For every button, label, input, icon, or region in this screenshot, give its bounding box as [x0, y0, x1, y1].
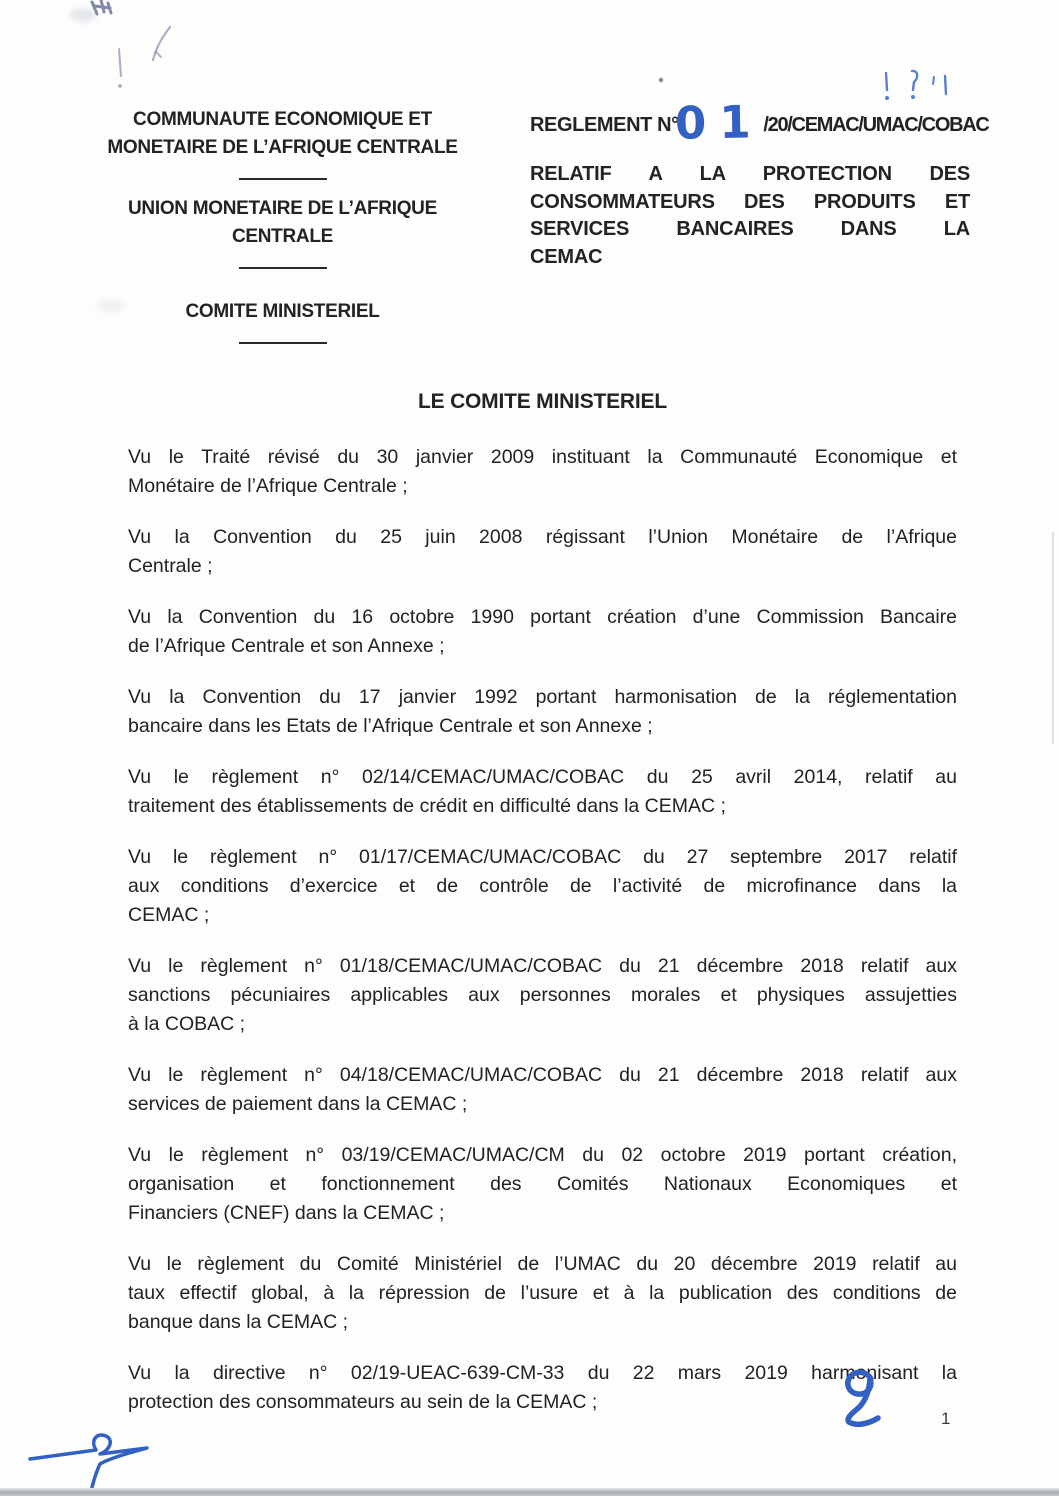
handwritten-regulation-number: 01 — [674, 95, 764, 150]
org-name: CENTRALE — [231, 226, 334, 247]
paragraph-line: Vu la Convention du 25 juin 2008 régissant l’Union Monétaire de l’Afrique — [128, 526, 957, 548]
body-paragraph — [128, 1061, 957, 1119]
paragraph-line: organisation et fonctionnement des Comités Nationaux Economiques et — [128, 1173, 957, 1195]
divider-rule — [239, 342, 327, 344]
body-paragraph — [128, 1141, 957, 1228]
paragraph-line: traitement des établissements de crédit en difficulté dans la CEMAC ; — [128, 795, 726, 817]
body-paragraph — [128, 603, 957, 661]
main-heading: LE COMITE MINISTERIEL — [418, 390, 667, 413]
body-paragraphs — [128, 443, 957, 1439]
paragraph-line: Vu le Traité révisé du 30 janvier 2009 instituant la Communauté Economique et — [128, 446, 957, 468]
body-paragraph — [128, 843, 957, 930]
regulation-title — [530, 161, 970, 271]
paragraph-line: Vu le règlement du Comité Ministériel de l’UMAC du 20 décembre 2019 relatif au — [128, 1253, 957, 1275]
paragraph-line: Centrale ; — [128, 555, 213, 577]
paragraph-line: à la COBAC ; — [128, 1013, 246, 1035]
paragraph-line: Vu la directive n° 02/19-UEAC-639-CM-33 du 22 mars 2019 harmonisant la — [128, 1362, 957, 1384]
scan-smudge-top-left — [92, 0, 170, 88]
scan-bottom-edge — [0, 1488, 1059, 1496]
scan-smudge — [96, 300, 126, 312]
regulation-number-prefix: REGLEMENT N° — [530, 114, 679, 136]
paragraph-line: banque dans la CEMAC ; — [128, 1311, 349, 1333]
org-name: UNION MONETAIRE DE L’AFRIQUE — [128, 198, 437, 219]
body-paragraph — [128, 443, 957, 501]
org-name: MONETAIRE DE L’AFRIQUE CENTRALE — [107, 137, 458, 158]
body-paragraph — [128, 763, 957, 821]
body-paragraph — [128, 1250, 957, 1337]
scan-fold-line — [1052, 532, 1054, 744]
body-paragraph — [128, 1359, 957, 1417]
regulation-title-line: RELATIF A LA PROTECTION DES — [530, 163, 970, 185]
regulation-number-line — [530, 95, 989, 150]
paragraph-line: de l’Afrique Centrale et son Annexe ; — [128, 635, 445, 657]
paragraph-line: Vu le règlement n° 03/19/CEMAC/UMAC/CM du 02 octobre 2019 portant création, — [128, 1144, 957, 1166]
page-number: 1 — [941, 1409, 951, 1428]
signature-ink — [30, 1435, 147, 1487]
body-paragraph — [128, 952, 957, 1039]
paragraph-line: taux effectif global, à la répression de l’usure et à la publication des conditions de — [128, 1282, 957, 1304]
paragraph-line: Financiers (CNEF) dans la CEMAC ; — [128, 1202, 445, 1224]
paragraph-line: aux conditions d’exercice et de contrôle de l’activité de microfinance dans la — [128, 875, 957, 897]
regulation-reference-block — [530, 95, 989, 271]
paragraph-line: Vu la Convention du 16 octobre 1990 portant création d’une Commission Bancaire — [128, 606, 957, 628]
letterhead — [85, 106, 480, 359]
scan-smudge — [70, 8, 96, 22]
paragraph-line: CEMAC ; — [128, 904, 210, 926]
paragraph-line: Vu le règlement n° 01/17/CEMAC/UMAC/COBAC du 27 septembre 2017 relatif — [128, 846, 957, 868]
paragraph-line: Vu le règlement n° 02/14/CEMAC/UMAC/COBAC du 25 avril 2014, relatif au — [128, 766, 957, 788]
regulation-title-line: CEMAC — [530, 245, 603, 268]
body-paragraph — [128, 523, 957, 581]
paragraph-line: services de paiement dans la CEMAC ; — [128, 1093, 468, 1115]
paragraph-line: Vu la Convention du 17 janvier 1992 portant harmonisation de la réglementation — [128, 686, 957, 708]
body-paragraph — [128, 683, 957, 741]
scan-dot — [659, 78, 663, 82]
committee-name: COMITE MINISTERIEL — [185, 301, 380, 322]
paragraph-line: protection des consommateurs au sein de la CEMAC ; — [128, 1391, 598, 1413]
org-name: COMMUNAUTE ECONOMIQUE ET — [133, 109, 432, 130]
regulation-title-line: CONSOMMATEURS DES PRODUITS ET — [530, 190, 970, 213]
paragraph-line: Vu le règlement n° 04/18/CEMAC/UMAC/COBAC du 21 décembre 2018 relatif aux — [128, 1064, 957, 1086]
paragraph-line: Monétaire de l’Afrique Centrale ; — [128, 475, 408, 497]
paragraph-line: Vu le règlement n° 01/18/CEMAC/UMAC/COBAC du 21 décembre 2018 relatif aux — [128, 955, 957, 977]
paragraph-line: sanctions pécuniaires applicables aux personnes morales et physiques assujetties — [128, 984, 957, 1006]
paragraph-line: bancaire dans les Etats de l’Afrique Centrale et son Annexe ; — [128, 715, 653, 737]
regulation-title-line: SERVICES BANCAIRES DANS LA — [530, 218, 970, 240]
divider-rule — [239, 267, 327, 269]
divider-rule — [239, 178, 327, 180]
regulation-number-suffix: /20/CEMAC/UMAC/COBAC — [763, 114, 989, 136]
